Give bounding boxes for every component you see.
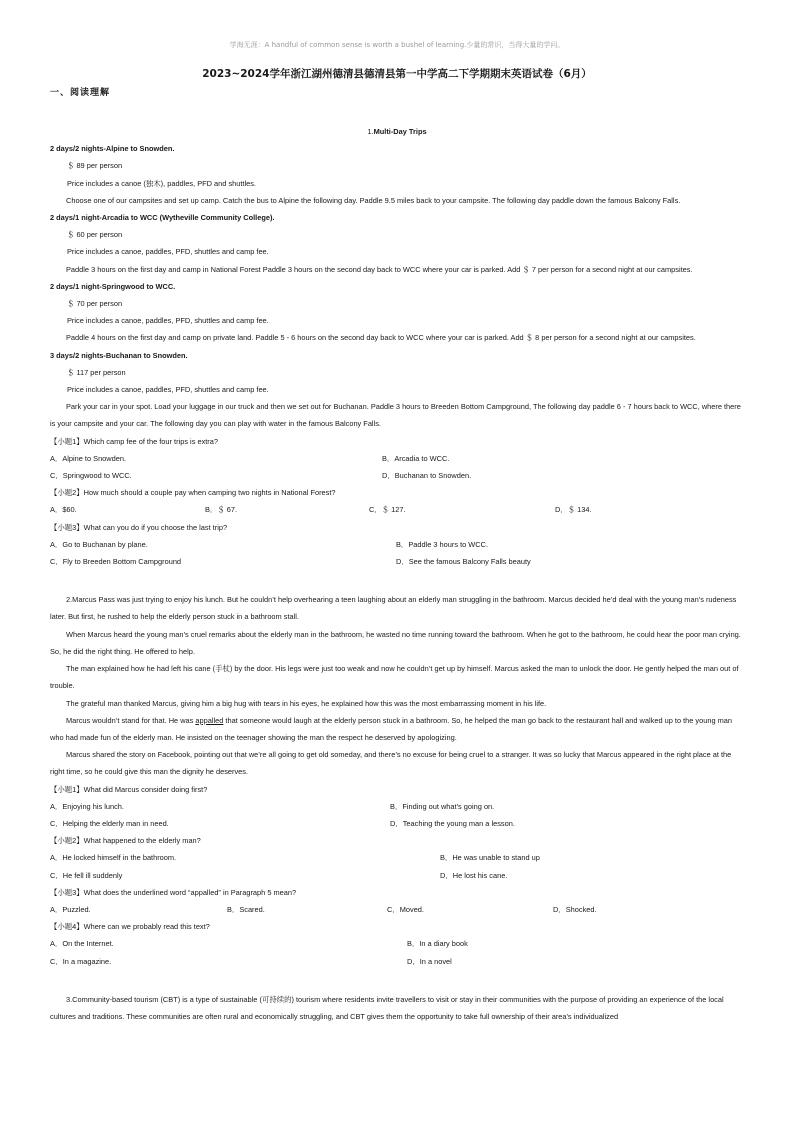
trip4-includes: Price includes a canoe, paddles, PFD, shuttles and camp fee. (67, 385, 269, 395)
option-b[interactable]: B．＄ 67. (205, 505, 238, 515)
underlined-word: appalled (195, 715, 224, 725)
trip1-name: 2 days/2 nights-Alpine to Snowden. (50, 144, 175, 154)
passage1-title: Multi-Day Trips (373, 127, 427, 136)
option-d[interactable]: D．See the famous Balcony Falls beauty (396, 557, 531, 567)
passage2-paragraph: 2.Marcus Pass was just trying to enjoy his lunch. But he couldn’t help overhearing a teen laughing about an elderly man struggling in the bathroom. Marcus decided he’d deal with the young man’s rudeness later. But first, he rushed to help the elderly person stuck in a bathroom stall. (50, 595, 737, 622)
trip3-name: 2 days/1 night-Springwood to WCC. (50, 281, 176, 291)
passage1-heading: 1.Multi-Day Trips (367, 127, 427, 136)
option-c[interactable]: C．Fly to Breeden Bottom Campground (50, 557, 182, 567)
option-d[interactable]: D．Shocked. (553, 904, 597, 914)
option-d[interactable]: D．＄ 134. (555, 505, 592, 515)
options-row (50, 901, 744, 918)
trip4-name: 3 days/2 nights-Buchanan to Snowden. (50, 350, 188, 360)
passage2-paragraph: The man explained how he had left his cane (手杖) by the door. His legs were just too weak and now he couldn’t get up by himself. Marcus asked the man to unlock the door. He gently helped the man out of trouble. (50, 664, 739, 691)
option-b[interactable]: B．Finding out what’s going on. (390, 801, 495, 811)
option-b[interactable]: B．He was unable to stand up (440, 853, 540, 863)
page-title: 2023~2024学年浙江湖州德清县德清县第一中学高二下学期期末英语试卷（6月） (202, 68, 592, 80)
question: 【小题1】Which camp fee of the four trips is extra? (50, 436, 218, 446)
option-b[interactable]: B．Paddle 3 hours to WCC. (396, 539, 489, 549)
options-row (50, 953, 744, 970)
options-row (50, 501, 744, 518)
option-c[interactable]: C．Helping the elderly man in need. (50, 818, 169, 828)
passage2-paragraph (50, 712, 744, 746)
trip2-includes: Price includes a canoe, paddles, PFD, shuttles and camp fee. (67, 247, 269, 257)
option-d[interactable]: D．In a novel (407, 956, 452, 966)
options-row (50, 849, 744, 866)
question: 【小题3】What does the underlined word “appalled” in Paragraph 5 mean? (50, 887, 297, 897)
trip2-price: ＄ 60 per person (67, 230, 123, 240)
options-row (50, 815, 744, 832)
options-row (50, 467, 744, 484)
question: 【小题3】What can you do if you choose the last trip? (50, 522, 228, 532)
section-heading: 一、阅读理解 (50, 88, 111, 98)
trip3-includes: Price includes a canoe, paddles, PFD, shuttles and camp fee. (67, 316, 269, 326)
options-row (50, 536, 744, 553)
option-d[interactable]: D．He lost his cane. (440, 870, 508, 880)
passage2-paragraph: When Marcus heard the young man’s cruel remarks about the elderly man in the bathroom, he wasted no time running toward the bathroom. When he got to the bathroom, he could hear the poor man crying. So, he did the right thing. He offered to help. (50, 629, 741, 656)
passage3-paragraph: 3.Community-based tourism (CBT) is a type of sustainable (可持续的) tourism where residents invite travellers to visit or stay in their communities with the purpose of providing an experience of the local cultures and traditions. These communities are often rural and economically struggling, and CBT gives them the opportunity to take full ownership of their area's individualized (50, 994, 724, 1021)
option-c[interactable]: C．He fell ill suddenly (50, 870, 123, 880)
option-b[interactable]: B．Scared. (227, 904, 265, 914)
options-row (50, 867, 744, 884)
option-d[interactable]: D．Teaching the young man a lesson. (390, 818, 515, 828)
option-a[interactable]: A．He locked himself in the bathroom. (50, 853, 177, 863)
options-row (50, 553, 744, 570)
options-row (50, 798, 744, 815)
trip3-desc: Paddle 4 hours on the first day and camp on private land. Paddle 5 - 6 hours on the second day back to WCC where your car is parked. Add ＄ 8 per person for a second night at our campsites. (66, 333, 696, 343)
option-a[interactable]: A．Enjoying his lunch. (50, 801, 124, 811)
trip3-price: ＄ 70 per person (67, 299, 123, 309)
option-a[interactable]: A．Go to Buchanan by plane. (50, 539, 148, 549)
passage2-paragraph: The grateful man thanked Marcus, giving him a big hug with tears in his eyes, he explained how this was the most embarrassing moment in his life. (66, 698, 547, 708)
text-run: Marcus wouldn’t stand for that. He was (66, 715, 196, 725)
option-c[interactable]: C．Springwood to WCC. (50, 471, 132, 481)
trip4-price: ＄ 117 per person (67, 367, 126, 377)
option-b[interactable]: B．Arcadia to WCC. (382, 453, 450, 463)
question: 【小题2】How much should a couple pay when camping two nights in National Forest? (50, 488, 336, 498)
passage2-paragraph: Marcus shared the story on Facebook, pointing out that we’re all going to get old someday, and there’s no excuse for being cruel to a stranger. It was so lucky that Marcus appeared in the right place at the right time, so he could give this man the dignity he deserves. (50, 750, 732, 777)
option-c[interactable]: C．In a magazine. (50, 956, 112, 966)
option-a[interactable]: A．$60. (50, 505, 77, 515)
trip4-desc: Park your car in your spot. Load your luggage in our truck and then we set out for Buchanan. Paddle 3 hours to Breeden Bottom Campground, The following day paddle 6 - 7 hours back to WCC, where there is your campsite and your car. The following day you can play with water in the famous Balcony Falls. (50, 402, 741, 429)
option-a[interactable]: A．Alpine to Snowden. (50, 453, 127, 463)
options-row (50, 935, 744, 952)
option-a[interactable]: A．On the Internet. (50, 939, 114, 949)
question: 【小题1】What did Marcus consider doing first? (50, 784, 208, 794)
option-a[interactable]: A．Puzzled. (50, 904, 91, 914)
trip1-includes: Price includes a canoe (独木), paddles, PFD and shuttles. (67, 178, 256, 188)
option-c[interactable]: C．＄ 127. (369, 505, 406, 515)
trip2-desc: Paddle 3 hours on the first day and camp in National Forest Paddle 3 hours on the second day back to WCC where your car is parked. Add ＄ 7 per person for a second night at our campsites. (66, 264, 693, 274)
trip2-name: 2 days/1 night-Arcadia to WCC (Wytheville Community College). (50, 213, 275, 223)
option-b[interactable]: B．In a diary book (407, 939, 468, 949)
trip1-price: ＄ 89 per person (67, 161, 123, 171)
options-row (50, 450, 744, 467)
exam-content (50, 123, 744, 1025)
option-d[interactable]: D．Buchanan to Snowden. (382, 471, 472, 481)
text-run: that someone would laugh at the elderly person stuck in a bathroom. So, he helped the man go back to the restaurant hall and walked up to the young man who had made fun of the elderly man. He insisted on the teenager showing the man the respect he deserved by apologizing. (50, 715, 732, 742)
watermark: 学海无涯：A handful of common sense is worth a bushel of learning.少量的常识，当得大量的学问。 (229, 41, 565, 49)
trip1-desc: Choose one of our campsites and set up camp. Catch the bus to Alpine the following day. Paddle 9.5 miles back to your campsite. The following day paddle down the famous Balcony Falls. (66, 195, 681, 205)
question: 【小题4】Where can we probably read this text? (50, 922, 210, 932)
option-c[interactable]: C．Moved. (387, 904, 424, 914)
question: 【小题2】What happened to the elderly man? (50, 836, 201, 846)
